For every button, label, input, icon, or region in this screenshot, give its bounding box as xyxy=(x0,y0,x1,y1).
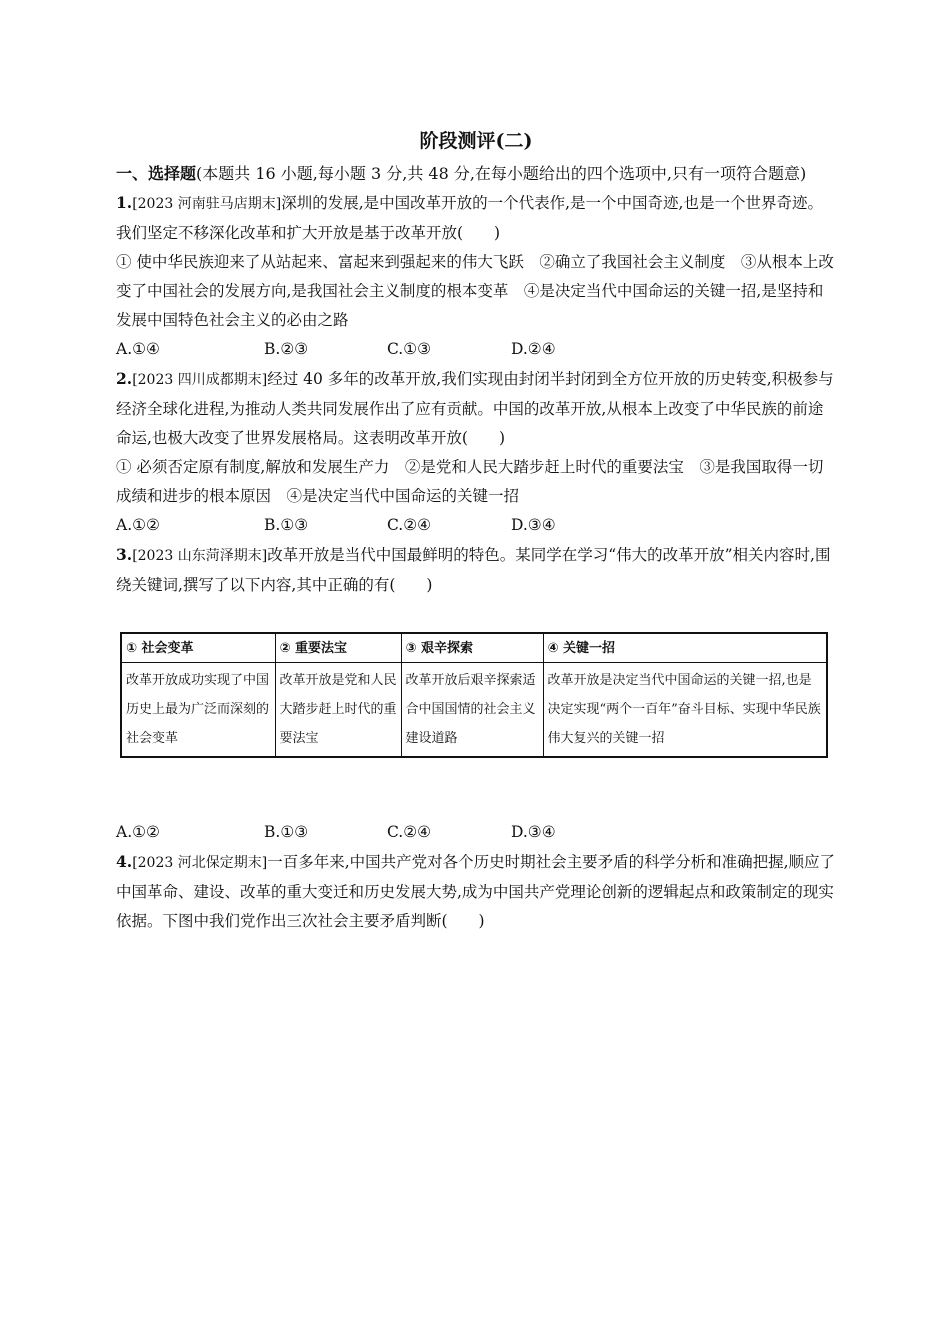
section-label: 一、选择题 xyxy=(116,164,197,183)
table-header-cell: ① 社会变革 xyxy=(121,633,275,663)
question-text: 经过 40 多年的改革开放,我们实现由封闭半封闭到全方位开放的历史转变,积极参与经济全球化进程,为推动人类共同发展作出了应有贡献。中国的改革开放,从根本上改变了中华民族的前途命运,也极大改变了世界发展格局。这表明改革开放( ) xyxy=(116,370,834,447)
answer-options xyxy=(116,335,836,364)
option-c[interactable]: C.①③ xyxy=(387,340,432,358)
question-4 xyxy=(116,847,836,936)
document-page xyxy=(116,128,836,936)
page-title: 阶段测评(二) xyxy=(419,130,533,152)
question-source: [2023 河南驻马店期末] xyxy=(132,196,282,212)
table-cell: 改革开放成功实现了中国历史上最为广泛而深刻的社会变革 xyxy=(121,663,275,758)
table-cell: 改革开放是党和人民大踏步赶上时代的重要法宝 xyxy=(275,663,401,758)
option-b[interactable]: B.①③ xyxy=(264,823,309,841)
table-header-cell: ④ 关键一招 xyxy=(543,633,827,663)
table-header-cell: ② 重要法宝 xyxy=(275,633,401,663)
option-a[interactable]: A.①② xyxy=(116,823,160,841)
option-b[interactable]: B.②③ xyxy=(264,340,309,358)
question-text: 改革开放是当代中国最鲜明的特色。某同学在学习“伟大的改革开放”相关内容时,围绕关键词,撰写了以下内容,其中正确的有( ) xyxy=(116,546,831,594)
question-text: 深圳的发展,是中国改革开放的一个代表作,是一个中国奇迹,也是一个世界奇迹。我们坚定不移深化改革和扩大开放是基于改革开放( ) xyxy=(116,194,823,242)
question-stem xyxy=(116,540,836,600)
question-text: 一百多年来,中国共产党对各个历史时期社会主要矛盾的科学分析和准确把握,顺应了中国革命、建设、改革的重大变迁和历史发展大势,成为中国共产党理论创新的逻辑起点和政策制定的现实依据。下图中我们党作出三次社会主要矛盾判断( ) xyxy=(116,853,836,930)
question-statements: ① 必须否定原有制度,解放和发展生产力 ②是党和人民大踏步赶上时代的重要法宝 ③是我国取得一切成绩和进步的根本原因 ④是决定当代中国命运的关键一招 xyxy=(116,458,824,505)
answer-options xyxy=(116,511,836,540)
question-source: [2023 山东菏泽期末] xyxy=(132,548,268,564)
table-header-row xyxy=(121,633,827,663)
table-cell: 改革开放后艰辛探索适合中国国情的社会主义建设道路 xyxy=(401,663,543,758)
table-row xyxy=(121,663,827,758)
answer-options xyxy=(116,818,836,847)
question-stem xyxy=(116,364,836,453)
option-c[interactable]: C.②④ xyxy=(387,516,432,534)
option-b[interactable]: B.①③ xyxy=(264,516,309,534)
question-stem xyxy=(116,188,836,248)
option-a[interactable]: A.①② xyxy=(116,516,160,534)
question-statements: ① 使中华民族迎来了从站起来、富起来到强起来的伟大飞跃 ②确立了我国社会主义制度 ③从根本上改变了中国社会的发展方向,是我国社会主义制度的根本变革 ④是决定当代中国命运的关键一招,是坚持和发展中国特色社会主义的必由之路 xyxy=(116,253,834,329)
question-number: 2. xyxy=(116,369,133,388)
table-cell: 改革开放是决定当代中国命运的关键一招,也是决定实现“两个一百年”奋斗目标、实现中华民族伟大复兴的关键一招 xyxy=(543,663,827,758)
section-note: (本题共 16 小题,每小题 3 分,共 48 分,在每小题给出的四个选项中,只有一项符合题意) xyxy=(196,164,807,183)
option-d[interactable]: D.③④ xyxy=(511,516,556,534)
question-number: 3. xyxy=(116,545,133,564)
keyword-table xyxy=(120,632,828,758)
question-number: 4. xyxy=(116,852,133,871)
question-source: [2023 四川成都期末] xyxy=(132,372,268,388)
option-d[interactable]: D.③④ xyxy=(511,823,556,841)
question-number: 1. xyxy=(116,193,133,212)
question-source: [2023 河北保定期末] xyxy=(132,855,268,871)
spacer xyxy=(116,758,836,818)
option-a[interactable]: A.①④ xyxy=(116,340,160,358)
question-3 xyxy=(116,540,836,847)
table-header-cell: ③ 艰辛探索 xyxy=(401,633,543,663)
question-2 xyxy=(116,364,836,540)
question-stem xyxy=(116,847,836,936)
section-heading xyxy=(116,160,836,188)
option-d[interactable]: D.②④ xyxy=(511,340,556,358)
option-c[interactable]: C.②④ xyxy=(387,823,432,841)
question-1 xyxy=(116,188,836,364)
